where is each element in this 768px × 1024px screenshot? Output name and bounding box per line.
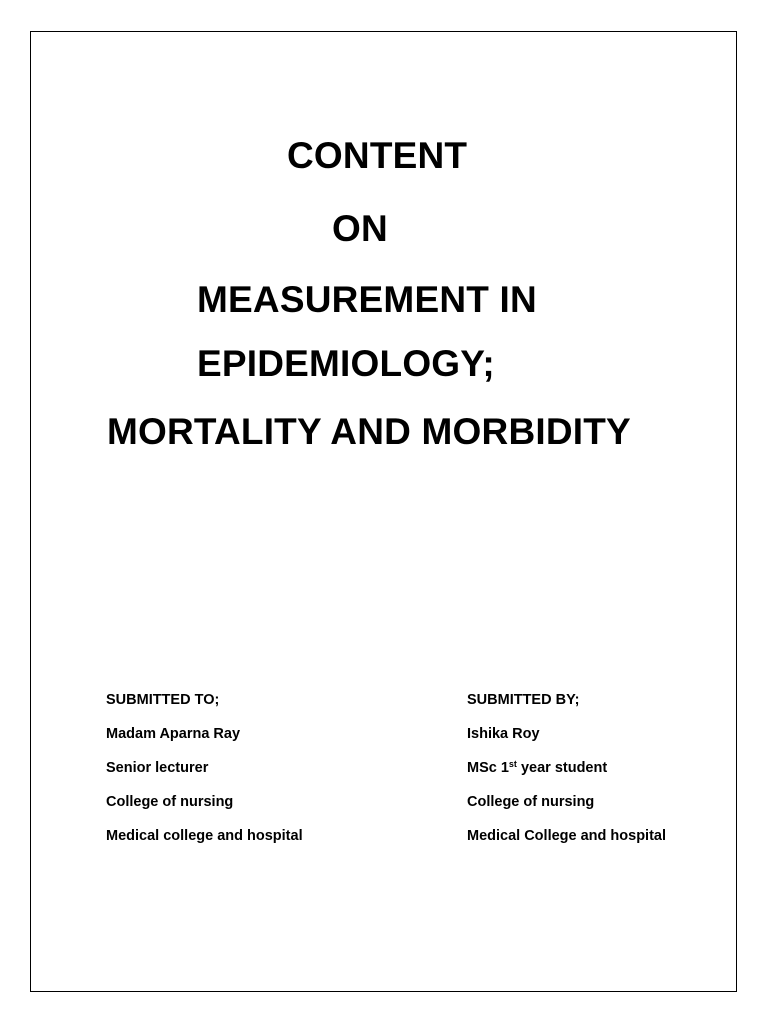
submitted-by-name: Ishika Roy [467, 726, 540, 742]
submitted-by-institution: Medical College and hospital [467, 828, 667, 844]
submitted-by-heading: SUBMITTED BY; [467, 692, 580, 708]
submitted-to-block [106, 690, 303, 860]
submitted-to-institution: Medical college and hospital [106, 828, 303, 844]
submitted-to-designation: Senior lecturer [106, 760, 209, 776]
submitted-to-heading: SUBMITTED TO; [106, 692, 220, 708]
submitted-by-designation [467, 758, 666, 792]
title-line-epidemiology: EPIDEMIOLOGY; [197, 343, 495, 384]
submitted-by-block [467, 690, 666, 860]
designation-ordinal: st [508, 759, 517, 769]
title-line-mortality-morbidity: MORTALITY AND MORBIDITY [107, 411, 631, 452]
submitted-by-college: College of nursing [467, 794, 595, 810]
submitted-to-name: Madam Aparna Ray [106, 726, 241, 742]
title-line-measurement: MEASUREMENT IN [197, 279, 537, 320]
title-line-on: ON [332, 208, 388, 249]
designation-suffix: year student [516, 760, 608, 776]
submitted-to-college: College of nursing [106, 794, 234, 810]
title-line-content: CONTENT [287, 135, 468, 176]
designation-prefix: MSc 1 [467, 760, 509, 776]
